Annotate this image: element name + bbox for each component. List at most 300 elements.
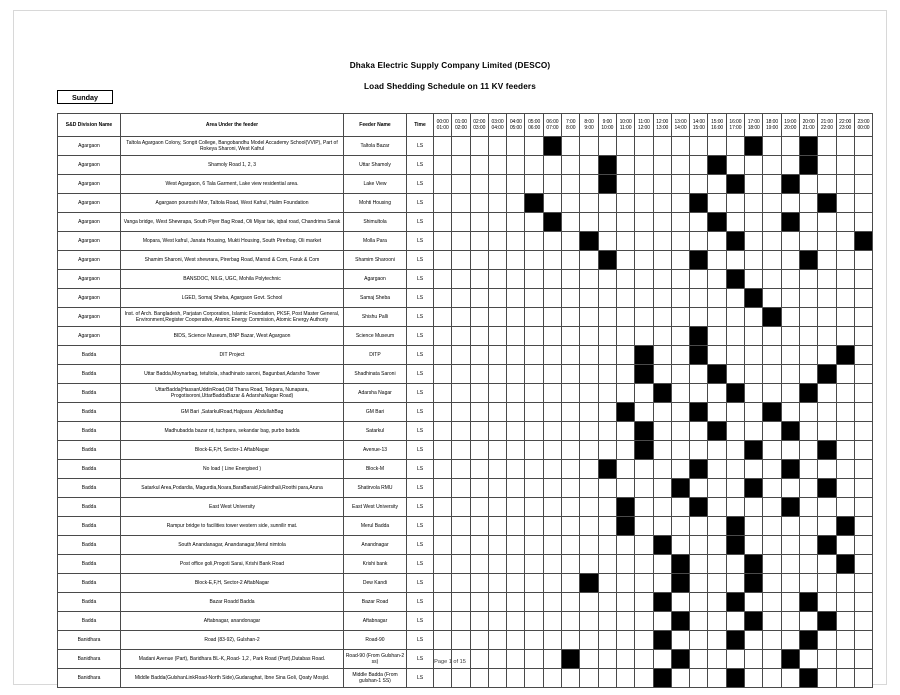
cell-feeder: Avenue-13: [344, 441, 407, 460]
schedule-cell: [543, 289, 561, 308]
schedule-cell: [763, 327, 781, 346]
table-header-row: [58, 114, 873, 137]
table-row: [58, 574, 873, 593]
schedule-cell: [488, 441, 506, 460]
schedule-cell: [635, 517, 653, 536]
cell-time: LS: [407, 365, 434, 384]
schedule-cell: [653, 422, 671, 441]
schedule-cell: [854, 460, 872, 479]
column-header-slot-18: [763, 114, 781, 137]
schedule-cell: [854, 517, 872, 536]
schedule-cell: [470, 593, 488, 612]
cell-area: UttarBadda(HassanUddinRoad,Old Thana Road, Tekpara, Nunapara, Progotisoroni,UttarBaddaBazar & AdarshaNagar Road): [121, 384, 344, 403]
schedule-cell: [836, 270, 854, 289]
schedule-cell: [653, 346, 671, 365]
schedule-cell: [671, 441, 689, 460]
cell-time: LS: [407, 232, 434, 251]
schedule-cell: [635, 384, 653, 403]
load-shedding-marker: [854, 232, 872, 251]
cell-division: Badda: [58, 536, 121, 555]
schedule-cell: [507, 631, 525, 650]
schedule-cell: [671, 327, 689, 346]
load-shedding-marker: [653, 536, 671, 555]
slot-time-end: 05:00: [509, 125, 522, 131]
schedule-cell: [781, 536, 799, 555]
schedule-cell: [726, 289, 744, 308]
slot-time-start: 21:00: [820, 118, 833, 125]
schedule-cell: [616, 137, 634, 156]
schedule-cell: [745, 536, 763, 555]
column-header-slot-8: [580, 114, 598, 137]
schedule-cell: [854, 441, 872, 460]
load-shedding-marker: [671, 479, 689, 498]
cell-area: Madhubadda bazar rd, tuchpara, sekandar bag, purbo badda: [121, 422, 344, 441]
schedule-cell: [854, 498, 872, 517]
cell-feeder: Uttar Shamoly: [344, 156, 407, 175]
schedule-cell: [598, 384, 616, 403]
cell-division: Badda: [58, 403, 121, 422]
schedule-cell: [470, 384, 488, 403]
schedule-cell: [543, 441, 561, 460]
schedule-cell: [507, 156, 525, 175]
schedule-cell: [690, 289, 708, 308]
schedule-cell: [507, 289, 525, 308]
schedule-cell: [525, 175, 543, 194]
schedule-cell: [671, 403, 689, 422]
load-shedding-marker: [708, 365, 726, 384]
schedule-cell: [598, 574, 616, 593]
schedule-cell: [671, 517, 689, 536]
column-header-slot-22: [836, 114, 854, 137]
column-header-slot-7: [562, 114, 580, 137]
schedule-cell: [653, 251, 671, 270]
schedule-cell: [543, 593, 561, 612]
schedule-cell: [818, 498, 836, 517]
slot-time-end: 23:00: [839, 125, 852, 131]
schedule-cell: [653, 403, 671, 422]
schedule-cell: [580, 194, 598, 213]
load-shedding-marker: [745, 612, 763, 631]
cell-time: LS: [407, 460, 434, 479]
cell-division: Agargaon: [58, 308, 121, 327]
schedule-cell: [488, 137, 506, 156]
schedule-cell: [781, 555, 799, 574]
slot-time-end: 8:00: [566, 125, 576, 131]
schedule-cell: [781, 308, 799, 327]
load-shedding-marker: [598, 156, 616, 175]
slot-time-end: 07:00: [546, 125, 559, 131]
schedule-cell: [562, 270, 580, 289]
schedule-cell: [836, 137, 854, 156]
cell-feeder: Dew Kandi: [344, 574, 407, 593]
column-header-slot-0: [434, 114, 452, 137]
schedule-cell: [470, 175, 488, 194]
schedule-cell: [763, 175, 781, 194]
cell-area: Aftabnagar, anandonagar: [121, 612, 344, 631]
slot-time-start: 00:00: [436, 118, 449, 125]
slot-time-start: 02:00: [473, 118, 486, 125]
slot-time-end: 15:00: [692, 125, 705, 131]
schedule-cell: [470, 441, 488, 460]
schedule-cell: [452, 346, 470, 365]
table-row: [58, 403, 873, 422]
cell-feeder: Satarkul: [344, 422, 407, 441]
schedule-cell: [562, 194, 580, 213]
slot-time-end: 9:00: [584, 125, 594, 131]
schedule-cell: [562, 175, 580, 194]
slot-time-end: 03:00: [473, 125, 486, 131]
cell-area: Post office goli,Progoti Sarai, Krishi Bank Road: [121, 555, 344, 574]
schedule-cell: [635, 270, 653, 289]
schedule-cell: [854, 631, 872, 650]
schedule-cell: [598, 289, 616, 308]
schedule-cell: [653, 308, 671, 327]
cell-time: LS: [407, 384, 434, 403]
load-shedding-marker: [781, 498, 799, 517]
schedule-cell: [653, 365, 671, 384]
slot-time-start: 05:00: [528, 118, 541, 125]
schedule-cell: [745, 498, 763, 517]
schedule-cell: [726, 498, 744, 517]
schedule-cell: [635, 631, 653, 650]
slot-time-start: 03:00: [491, 118, 504, 125]
schedule-cell: [470, 137, 488, 156]
cell-feeder: Aftabnagar: [344, 612, 407, 631]
column-header-slot-23: [854, 114, 872, 137]
slot-time-end: 10:00: [601, 125, 614, 131]
schedule-cell: [470, 327, 488, 346]
load-shedding-marker: [763, 403, 781, 422]
schedule-cell: [635, 194, 653, 213]
schedule-cell: [690, 441, 708, 460]
table-row: [58, 384, 873, 403]
schedule-cell: [543, 517, 561, 536]
load-shedding-marker: [616, 517, 634, 536]
schedule-cell: [781, 574, 799, 593]
schedule-cell: [543, 612, 561, 631]
schedule-cell: [452, 384, 470, 403]
schedule-cell: [708, 498, 726, 517]
slot-time-start: 20:00: [802, 118, 815, 125]
schedule-cell: [818, 327, 836, 346]
cell-time: LS: [407, 308, 434, 327]
schedule-cell: [562, 232, 580, 251]
schedule-cell: [470, 251, 488, 270]
schedule-cell: [525, 308, 543, 327]
schedule-cell: [616, 460, 634, 479]
schedule-cell: [854, 327, 872, 346]
schedule-cell: [854, 422, 872, 441]
schedule-cell: [434, 441, 452, 460]
schedule-cell: [525, 593, 543, 612]
schedule-cell: [562, 593, 580, 612]
schedule-cell: [799, 460, 817, 479]
schedule-cell: [452, 631, 470, 650]
schedule-cell: [708, 555, 726, 574]
column-header-slot-20: [799, 114, 817, 137]
schedule-cell: [470, 631, 488, 650]
schedule-cell: [726, 346, 744, 365]
cell-feeder: Road-90 (From Gulshan-2 ss): [344, 650, 407, 669]
schedule-cell: [525, 384, 543, 403]
load-shedding-marker: [616, 403, 634, 422]
schedule-cell: [726, 365, 744, 384]
schedule-cell: [799, 270, 817, 289]
load-shedding-marker: [836, 346, 854, 365]
schedule-cell: [434, 308, 452, 327]
schedule-cell: [745, 669, 763, 688]
load-shedding-marker: [818, 365, 836, 384]
schedule-cell: [452, 441, 470, 460]
schedule-cell: [616, 669, 634, 688]
slot-time-start: 11:00: [638, 118, 650, 125]
schedule-cell: [543, 175, 561, 194]
slot-time-end: 14:00: [674, 125, 687, 131]
load-shedding-marker: [745, 137, 763, 156]
schedule-cell: [745, 156, 763, 175]
schedule-cell: [562, 327, 580, 346]
schedule-cell: [708, 631, 726, 650]
cell-feeder: Anandnagar: [344, 536, 407, 555]
cell-time: LS: [407, 612, 434, 631]
cell-division: Badda: [58, 441, 121, 460]
document-titles: [0, 60, 900, 93]
schedule-cell: [763, 346, 781, 365]
schedule-cell: [854, 479, 872, 498]
schedule-cell: [616, 384, 634, 403]
schedule-cell: [452, 156, 470, 175]
schedule-cell: [799, 213, 817, 232]
schedule-cell: [690, 232, 708, 251]
schedule-cell: [616, 346, 634, 365]
schedule-cell: [781, 403, 799, 422]
schedule-cell: [708, 536, 726, 555]
schedule-cell: [635, 479, 653, 498]
schedule-cell: [580, 422, 598, 441]
schedule-cell: [616, 156, 634, 175]
table-row: [58, 422, 873, 441]
schedule-cell: [525, 156, 543, 175]
schedule-cell: [763, 213, 781, 232]
schedule-cell: [854, 156, 872, 175]
slot-time-end: 19:00: [765, 125, 778, 131]
schedule-cell: [525, 251, 543, 270]
slot-time-start: 8:00: [584, 118, 594, 125]
slot-time-start: 06:00: [546, 118, 559, 125]
schedule-cell: [763, 232, 781, 251]
column-header-slot-1: [452, 114, 470, 137]
schedule-cell: [434, 175, 452, 194]
schedule-cell: [598, 137, 616, 156]
schedule-cell: [726, 612, 744, 631]
schedule-cell: [708, 346, 726, 365]
schedule-cell: [726, 555, 744, 574]
schedule-cell: [616, 251, 634, 270]
schedule-cell: [671, 422, 689, 441]
schedule-cell: [690, 384, 708, 403]
schedule-cell: [580, 593, 598, 612]
schedule-cell: [452, 669, 470, 688]
schedule-cell: [745, 175, 763, 194]
schedule-cell: [488, 289, 506, 308]
table-row: [58, 156, 873, 175]
cell-division: Badda: [58, 593, 121, 612]
schedule-cell: [488, 251, 506, 270]
schedule-cell: [507, 536, 525, 555]
column-header-slot-21: [818, 114, 836, 137]
column-header-slot-5: [525, 114, 543, 137]
schedule-cell: [781, 346, 799, 365]
schedule-cell: [507, 232, 525, 251]
schedule-cell: [836, 631, 854, 650]
schedule-cell: [671, 346, 689, 365]
cell-division: Badda: [58, 517, 121, 536]
schedule-cell: [745, 422, 763, 441]
schedule-cell: [781, 441, 799, 460]
cell-division: Badda: [58, 612, 121, 631]
table-row: [58, 175, 873, 194]
schedule-cell: [562, 289, 580, 308]
schedule-cell: [690, 422, 708, 441]
load-shedding-marker: [653, 669, 671, 688]
schedule-cell: [708, 175, 726, 194]
schedule-cell: [653, 574, 671, 593]
cell-area: Middle Badda(GulshanLinkRoad-North Side),Gudaraghat, Ibne Sina Goli, Qoaty Mosjid.: [121, 669, 344, 688]
schedule-cell: [562, 479, 580, 498]
schedule-cell: [726, 460, 744, 479]
schedule-cell: [580, 156, 598, 175]
schedule-cell: [854, 346, 872, 365]
schedule-cell: [434, 612, 452, 631]
load-shedding-marker: [726, 232, 744, 251]
cell-area: Shamoly Road 1, 2, 3: [121, 156, 344, 175]
schedule-cell: [726, 422, 744, 441]
schedule-cell: [488, 536, 506, 555]
schedule-cell: [598, 213, 616, 232]
schedule-cell: [818, 346, 836, 365]
schedule-cell: [580, 612, 598, 631]
load-shedding-marker: [781, 175, 799, 194]
schedule-cell: [653, 232, 671, 251]
schedule-cell: [488, 232, 506, 251]
schedule-cell: [671, 175, 689, 194]
schedule-cell: [434, 213, 452, 232]
column-header-slot-3: [488, 114, 506, 137]
schedule-cell: [470, 536, 488, 555]
cell-division: Agargaon: [58, 156, 121, 175]
schedule-cell: [434, 137, 452, 156]
table-row: [58, 346, 873, 365]
schedule-cell: [525, 270, 543, 289]
slot-time-end: 01:00: [436, 125, 449, 131]
schedule-cell: [434, 631, 452, 650]
cell-area: DIT Project: [121, 346, 344, 365]
load-shedding-marker: [671, 574, 689, 593]
table-header: [58, 114, 873, 137]
schedule-cell: [452, 517, 470, 536]
schedule-cell: [562, 346, 580, 365]
schedule-cell: [452, 213, 470, 232]
schedule-cell: [854, 574, 872, 593]
cell-division: Badda: [58, 498, 121, 517]
schedule-cell: [562, 517, 580, 536]
schedule-cell: [562, 137, 580, 156]
column-header-slot-16: [726, 114, 744, 137]
schedule-cell: [781, 156, 799, 175]
schedule-cell: [836, 194, 854, 213]
schedule-cell: [799, 536, 817, 555]
schedule-cell: [525, 403, 543, 422]
column-header-slot-6: [543, 114, 561, 137]
schedule-cell: [763, 365, 781, 384]
schedule-cell: [799, 422, 817, 441]
schedule-cell: [507, 403, 525, 422]
schedule-cell: [434, 156, 452, 175]
slot-time-end: 02:00: [454, 125, 467, 131]
load-shedding-marker: [836, 517, 854, 536]
schedule-cell: [781, 232, 799, 251]
schedule-cell: [726, 403, 744, 422]
cell-time: LS: [407, 289, 434, 308]
cell-area: Satarkul Area,Podardia, Magurdia,Noara,BaraBaraid,Fakirdhali,Roothi para,Aruna: [121, 479, 344, 498]
schedule-cell: [763, 270, 781, 289]
cell-time: LS: [407, 517, 434, 536]
schedule-cell: [653, 441, 671, 460]
load-shedding-marker: [635, 422, 653, 441]
schedule-cell: [452, 194, 470, 213]
schedule-cell: [580, 631, 598, 650]
schedule-cell: [507, 422, 525, 441]
schedule-cell: [854, 536, 872, 555]
cell-feeder: Block-M: [344, 460, 407, 479]
schedule-cell: [580, 555, 598, 574]
schedule-cell: [525, 498, 543, 517]
schedule-cell: [470, 289, 488, 308]
schedule-cell: [818, 289, 836, 308]
load-shedding-marker: [799, 156, 817, 175]
schedule-cell: [818, 175, 836, 194]
cell-area: Uttar Badda,Moynarbag, tetultola, shadhinato saroni, Bagunbari,Adarsho Tower: [121, 365, 344, 384]
schedule-cell: [434, 498, 452, 517]
table-row: [58, 289, 873, 308]
schedule-cell: [671, 232, 689, 251]
load-shedding-marker: [781, 460, 799, 479]
schedule-cell: [434, 669, 452, 688]
table-row: [58, 612, 873, 631]
schedule-cell: [854, 612, 872, 631]
schedule-cell: [763, 441, 781, 460]
schedule-cell: [434, 289, 452, 308]
schedule-cell: [580, 327, 598, 346]
cell-feeder: Road-90: [344, 631, 407, 650]
table-row: [58, 536, 873, 555]
schedule-cell: [434, 517, 452, 536]
schedule-cell: [836, 536, 854, 555]
schedule-cell: [836, 612, 854, 631]
cell-division: Badda: [58, 460, 121, 479]
schedule-cell: [818, 270, 836, 289]
schedule-cell: [580, 175, 598, 194]
cell-division: Badda: [58, 365, 121, 384]
cell-feeder: Adarsha Nagar: [344, 384, 407, 403]
schedule-cell: [562, 498, 580, 517]
schedule-cell: [525, 517, 543, 536]
schedule-cell: [580, 403, 598, 422]
table-row: [58, 308, 873, 327]
schedule-cell: [708, 593, 726, 612]
schedule-cell: [488, 403, 506, 422]
load-shedding-marker: [708, 156, 726, 175]
